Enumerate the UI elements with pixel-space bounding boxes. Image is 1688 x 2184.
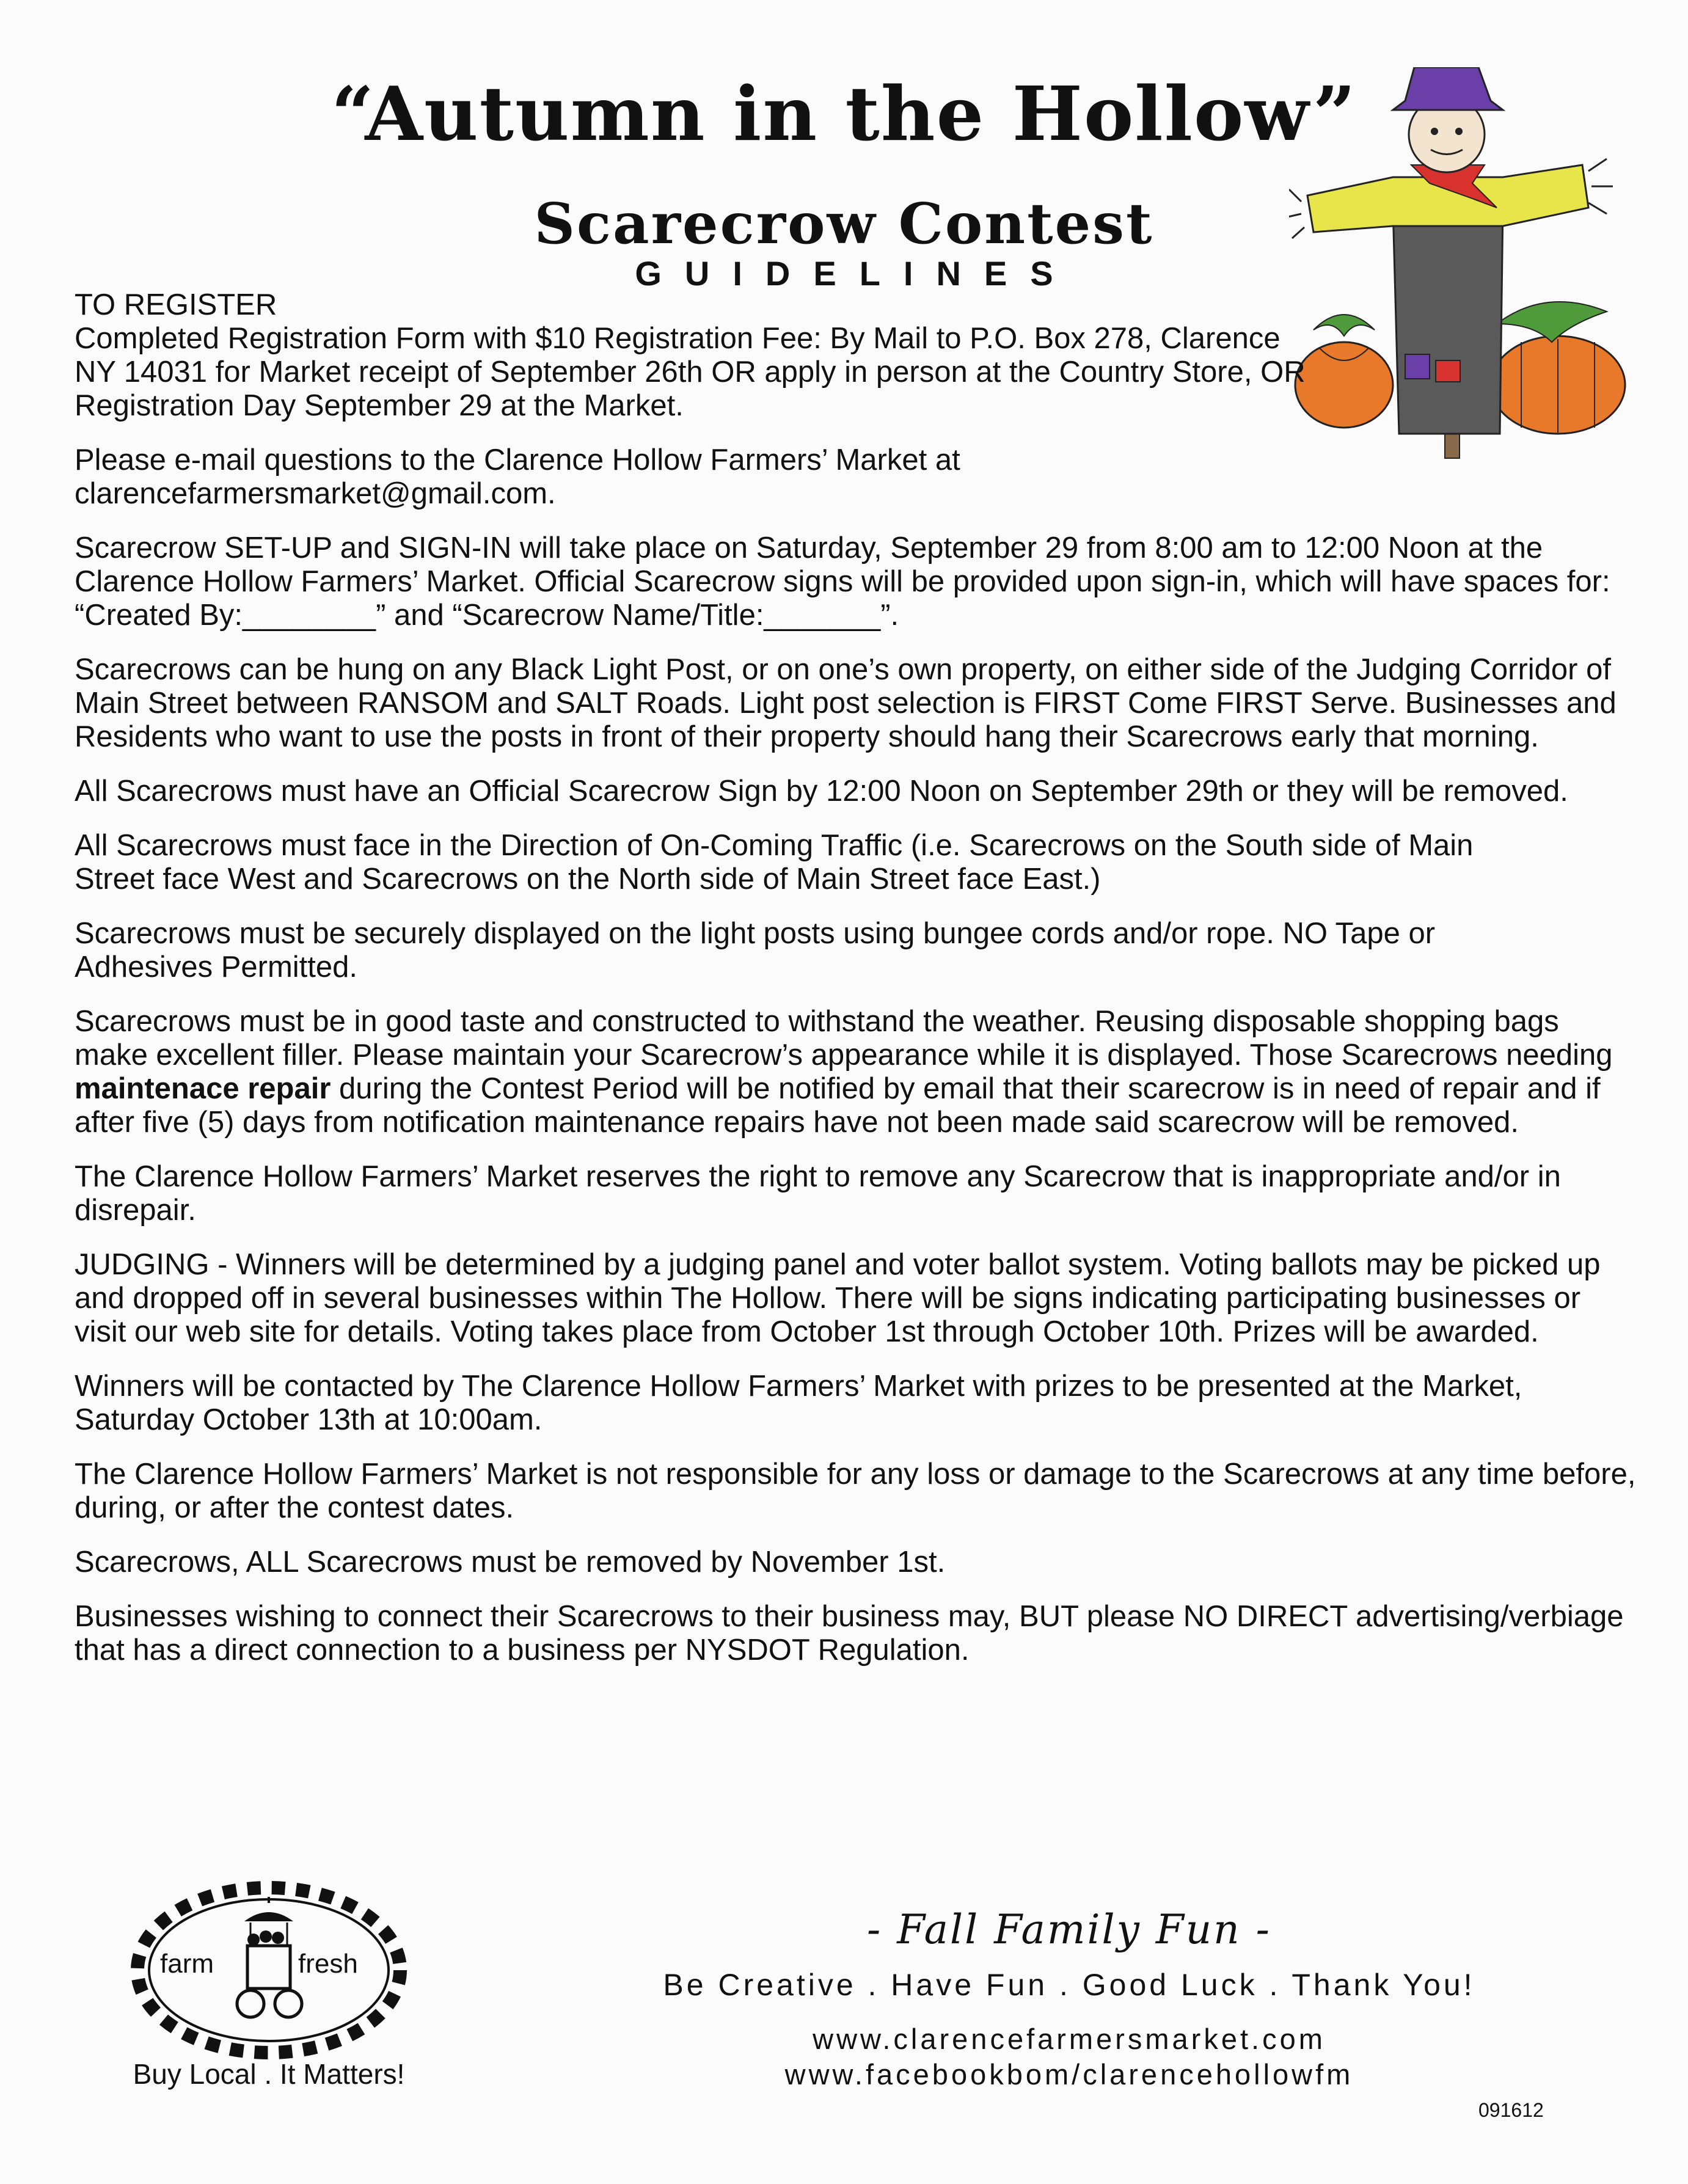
winners-paragraph: Winners will be contacted by The Clarence Hollow Farmers’ Market with prizes to be presented at the Market, Saturday October 13th at 10:00am. <box>75 1370 1522 1436</box>
flyer-title: “Autumn in the Hollow” <box>331 70 1357 158</box>
guidelines-heading: GUIDELINES <box>635 254 1076 293</box>
email-paragraph: Please e-mail questions to the Clarence Hollow Farmers’ Market at clarencefarmersmarket@gmail.com. <box>75 444 960 510</box>
setup-paragraph: Scarecrow SET-UP and SIGN-IN will take place on Saturday, September 29 from 8:00 am to 12:00 Noon at the Clarence Hollow Farmers’ Market. Official Scarecrow signs will be provided upon sign-in, which will have spaces for: “Created By:________” and “Scarecrow Name/Title:_______”. <box>75 531 1610 632</box>
sign-deadline-paragraph: All Scarecrows must have an Official Scarecrow Sign by 12:00 Noon on September 29th or they will be removed. <box>75 775 1568 808</box>
advertising-paragraph: Businesses wishing to connect their Scarecrows to their business may, BUT please NO DIRECT advertising/verbiage that has a direct connection to a business per NYSDOT Regulation. <box>75 1600 1624 1667</box>
guidelines-body <box>75 288 1639 1688</box>
remove-rights-paragraph: The Clarence Hollow Farmers’ Market reserves the right to remove any Scarecrow that is inappropriate and/or in disrepair. <box>75 1160 1561 1227</box>
liability-paragraph: The Clarence Hollow Farmers’ Market is not responsible for any loss or damage to the Scarecrows at any time before, during, or after the contest dates. <box>75 1458 1636 1524</box>
flyer-subtitle: Scarecrow Contest <box>534 191 1154 257</box>
display-paragraph: Scarecrows must be securely displayed on the light posts using bungee cords and/or rope. NO Tape or Adhesives Permitted. <box>75 917 1436 984</box>
judging-paragraph: JUDGING - Winners will be determined by a judging panel and voter ballot system. Voting ballots may be picked up and dropped off in several businesses within The Hollow. There will be signs indicating participating businesses or visit our web site for details. Voting takes place from October 1st through October 10th. Prizes will be awarded. <box>75 1248 1601 1348</box>
maintenance-repair-bold: maintenace repair <box>75 1072 331 1105</box>
logo-farm-word: farm <box>160 1949 214 1979</box>
register-heading: TO REGISTER <box>75 288 277 321</box>
taste-paragraph <box>75 1005 1639 1139</box>
register-paragraph: Completed Registration Form with $10 Registration Fee: By Mail to P.O. Box 278, Clarence NY 14031 for Market receipt of September 26th OR apply in person at the Country Store, OR Registration Day September 29 at the Market. <box>75 322 1306 422</box>
document-code: 091612 <box>1478 2099 1544 2121</box>
removal-deadline-paragraph: Scarecrows, ALL Scarecrows must be removed by November 1st. <box>75 1546 946 1579</box>
taste-text-a: Scarecrows must be in good taste and constructed to withstand the weather. Reusing disposable shopping bags make excellent filler. Please maintain your Scarecrow’s appearance while it is displayed. Those Scarecrows needing <box>75 1005 1613 1072</box>
direction-paragraph: All Scarecrows must face in the Direction of On-Coming Traffic (i.e. Scarecrows on the South side of Main Street face West and Scarecrows on the North side of Main Street face East.) <box>75 829 1474 896</box>
website-link[interactable]: www.clarencefarmersmarket.com <box>813 2023 1326 2055</box>
slogan: Be Creative . Have Fun . Good Luck . Thank You! <box>663 1968 1475 2002</box>
fall-family-fun: - Fall Family Fun - <box>867 1906 1271 1953</box>
taste-text-b: during the Contest Period will be notified by email that their scarecrow is in need of repair and if after five (5) days from notification maintenance repairs have not been made said scarecrow will be removed. <box>75 1072 1601 1139</box>
buy-local-tagline: Buy Local . It Matters! <box>133 2058 405 2090</box>
logo-fresh-word: fresh <box>298 1949 358 1979</box>
scarecrow-hat <box>1393 67 1503 110</box>
light-post-paragraph: Scarecrows can be hung on any Black Light Post, or on one’s own property, on either side of the Judging Corridor of Main Street between RANSOM and SALT Roads. Light post selection is FIRST Come FIRST Serve. Businesses and Residents who want to use the posts in front of their property should hang their Scarecrows early that morning. <box>75 653 1617 753</box>
facebook-link[interactable]: www.facebookbom/clarencehollowfm <box>784 2058 1354 2091</box>
